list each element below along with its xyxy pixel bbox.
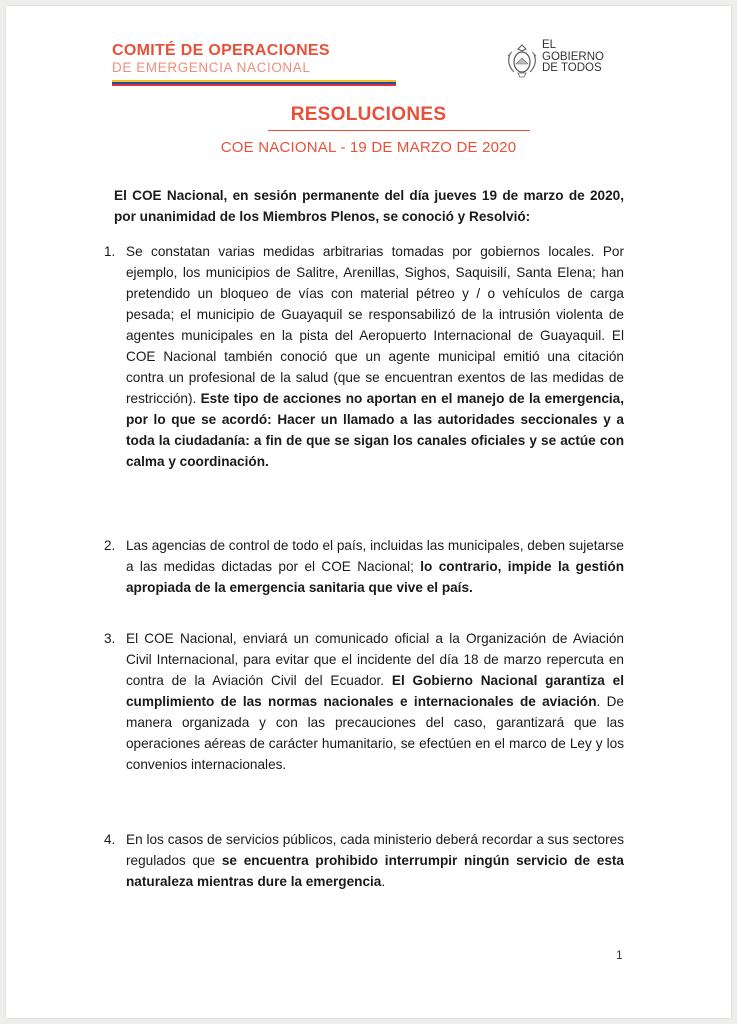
- intro-paragraph: El COE Nacional, en sesión permanente del día jueves 19 de marzo de 2020, por unanimidad de los Miembros Plenos, se conoció y Resolvió:: [114, 188, 624, 224]
- item-body: El COE Nacional, enviará un comunicado oficial a la Organización de Aviación Civil Internacional, para evitar que el incidente del día 18 de marzo repercuta en contra de la Aviación Civil del Ecuador.: [126, 631, 624, 688]
- item-body-end: .: [381, 874, 386, 889]
- gobierno-text: [542, 40, 604, 75]
- gov-line-3: DE TODOS: [542, 62, 602, 74]
- item-body: Se constatan varias medidas arbitrarias tomadas por gobiernos locales. Por ejemplo, los municipios de Salitre, Arenillas, Sighos, Saquisilí, Santa Elena; han pretendido un bloqueo de vías con material pétreo y / o vehículos de carga pesada; el municipio de Guayaquil se responsabilizó de la intrusión violenta de agentes municipales en la pista del Aeropuerto Internacional de Guayaquil. El COE Nacional también conoció que un agente municipal emitió una citación contra un profesional de la salud (que se encuentran exentos de las medidas de restricción).: [126, 244, 624, 406]
- coe-logo: [112, 42, 402, 76]
- title-underline: [268, 130, 530, 131]
- item-number: 2.: [104, 538, 116, 553]
- gov-line-1: EL: [542, 39, 557, 51]
- item-number: 4.: [104, 832, 116, 847]
- item-text: [126, 535, 624, 598]
- item-bold: El Gobierno Nacional garantiza el cumplimiento de las normas nacionales e internacionales de aviación: [126, 673, 624, 709]
- org-title: COMITÉ DE OPERACIONES: [112, 42, 330, 59]
- item-bold: Este tipo de acciones no aportan en el manejo de la emergencia, por lo que se acordó: Hacer un llamado a las autoridades seccionales y a toda la ciudadanía: a fin de que se sigan los canales oficiales y se actúe con calma y coordinación.: [126, 391, 624, 469]
- stripe-red: [112, 84, 396, 86]
- item-text: [126, 829, 624, 892]
- gov-line-2: GOBIERNO: [542, 50, 604, 63]
- page-number: 1: [616, 948, 623, 962]
- item-text: [126, 241, 624, 472]
- page-subtitle: COE NACIONAL - 19 DE MARZO DE 2020: [220, 139, 517, 156]
- item-number: 1.: [104, 244, 116, 259]
- item-number: 3.: [104, 631, 116, 646]
- color-stripe: [112, 80, 396, 86]
- item-text: [126, 628, 624, 775]
- document-page: [6, 6, 731, 1018]
- page-title: RESOLUCIONES: [290, 104, 447, 125]
- item-body: En los casos de servicios públicos, cada ministerio deberá recordar a sus sectores regulados que: [126, 832, 624, 868]
- item-bold: lo contrario, impide la gestión apropiada de la emergencia sanitaria que vive el país.: [126, 559, 625, 595]
- gobierno-logo: [504, 40, 624, 86]
- org-subtitle: DE EMERGENCIA NACIONAL: [112, 60, 311, 75]
- item-body: Las agencias de control de todo el país, incluidas las municipales, deben sujetarse a las medidas dictadas por el COE Nacional;: [126, 538, 624, 574]
- item-body-end: . De manera organizada y con las precauciones del caso, garantizará que las operaciones aéreas de carácter humanitario, se efectúen en el marco de Ley y los convenios internacionales.: [126, 694, 624, 772]
- item-bold: se encuentra prohibido interrumpir ningún servicio de esta naturaleza mientras dure la emergencia: [126, 853, 624, 889]
- ecuador-coat-of-arms-icon: [504, 42, 540, 80]
